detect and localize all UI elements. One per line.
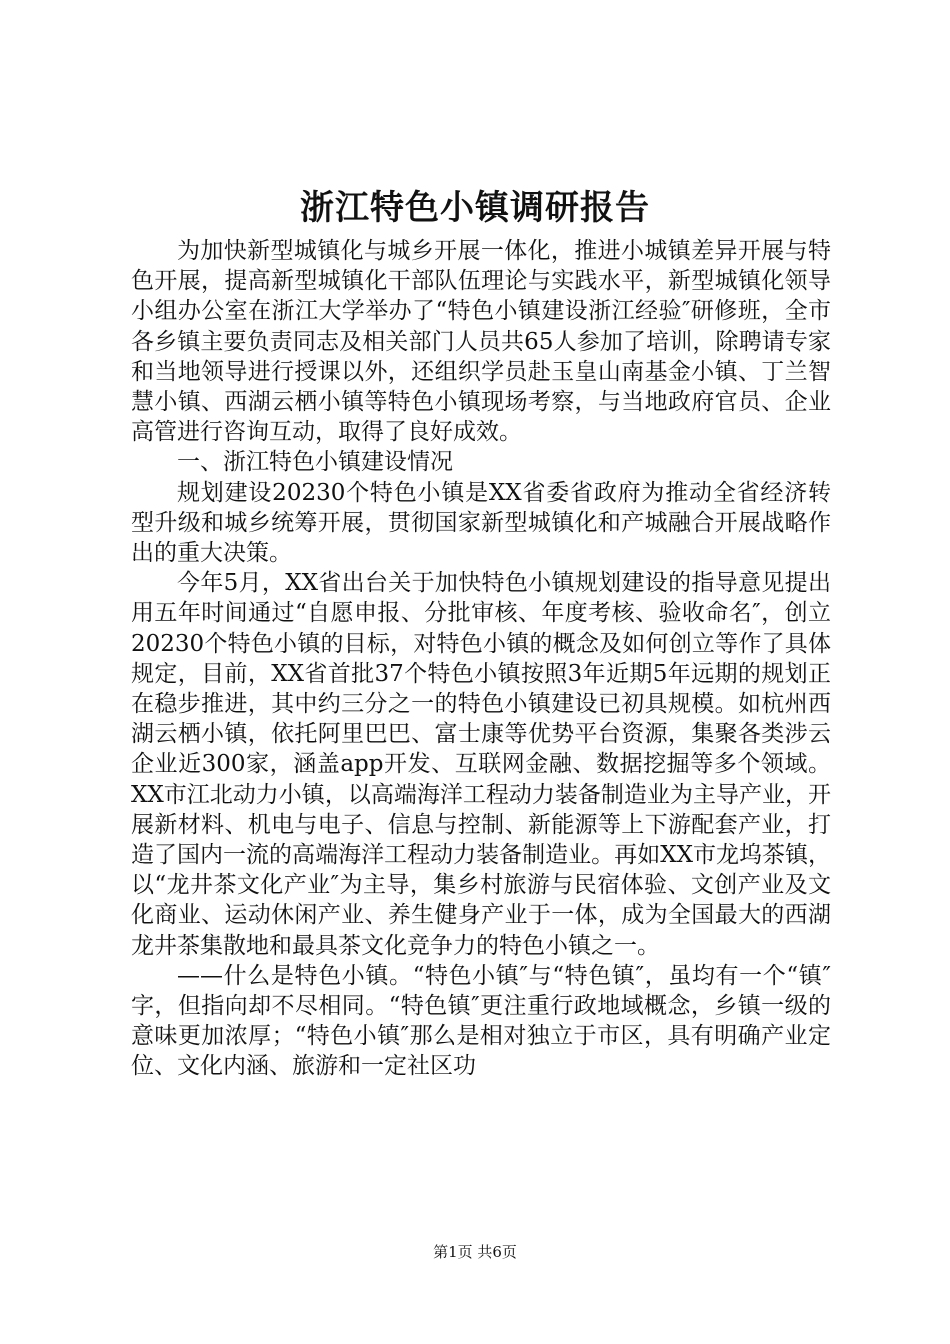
body-paragraph: 规划建设20230个特色小镇是XX省委省政府为推动全省经济转型升级和城乡统筹开展，贯彻国家新型城镇化和产城融合开展战略作出的重大决策。 — [131, 479, 831, 567]
document-title: 浙江特色小镇调研报告 — [300, 188, 650, 228]
section-heading: 一、浙江特色小镇建设情况 — [177, 449, 453, 476]
body-paragraph: 今年5月，XX省出台关于加快特色小镇规划建设的指导意见提出用五年时间通过“自愿申报、分批审核、年度考核、验收命名″，创立20230个特色小镇的目标，对特色小镇的概念及如何创立等作了具体规定，目前，XX省首批37个特色小镇按照3年近期5年远期的规划正在稳步推进，其中约三分之一的特色小镇建设已初具规模。如杭州西湖云栖小镇，依托阿里巴巴、富士康等优势平台资源，集聚各类涉云企业近300家，涵盖app开发、互联网金融、数据挖掘等多个领域。XX市江北动力小镇，以高端海洋工程动力装备制造业为主导产业，开展新材料、机电与电子、信息与控制、新能源等上下游配套产业，打造了国内一流的高端海洋工程动力装备制造业。再如XX市龙坞茶镇，以“龙井茶文化产业″为主导，集乡村旅游与民宿体验、文创产业及文化商业、运动休闲产业、养生健身产业于一体，成为全国最大的西湖龙井茶集散地和最具茶文化竞争力的特色小镇之一。 — [131, 570, 831, 959]
page-footer: 第1页 共6页 — [433, 1243, 517, 1261]
intro-paragraph: 为加快新型城镇化与城乡开展一体化，推进小城镇差异开展与特色开展，提高新型城镇化干部队伍理论与实践水平，新型城镇化领导小组办公室在浙江大学举办了“特色小镇建设浙江经验″研修班，全市各乡镇主要负责同志及相关部门人员共65人参加了培训，除聘请专家和当地领导进行授课以外，还组织学员赴玉皇山南基金小镇、丁兰智慧小镇、西湖云栖小镇等特色小镇现场考察，与当地政府官员、企业高管进行咨询互动，取得了良好成效。 — [131, 238, 831, 446]
document-body — [131, 236, 831, 1082]
body-paragraph: ——什么是特色小镇。“特色小镇″与“特色镇″，虽均有一个“镇″字，但指向却不尽相同。“特色镇″更注重行政地域概念，乡镇一级的意味更加浓厚；“特色小镇″那么是相对独立于市区，具有明确产业定位、文化内涵、旅游和一定社区功 — [131, 962, 831, 1080]
